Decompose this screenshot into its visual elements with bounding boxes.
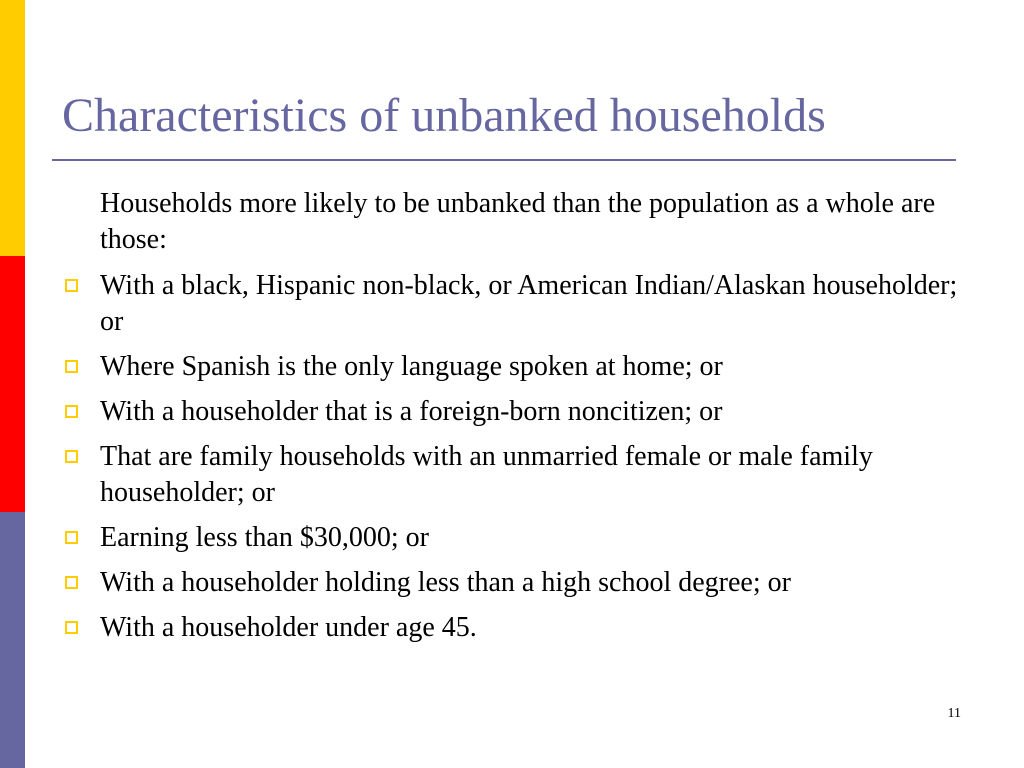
bullet-text: With a householder under age 45. bbox=[100, 612, 477, 643]
sidebar-yellow-band bbox=[0, 0, 25, 256]
sidebar-blue-band bbox=[0, 512, 25, 768]
square-bullet-icon bbox=[65, 531, 78, 544]
list-item bbox=[62, 520, 962, 556]
list-item bbox=[62, 439, 962, 511]
square-bullet-icon bbox=[65, 405, 78, 418]
bullet-text: With a black, Hispanic non-black, or American Indian/Alaskan householder; or bbox=[100, 270, 958, 337]
bullet-text: Earning less than $30,000; or bbox=[100, 522, 429, 553]
bullet-text: That are family households with an unmarried female or male family householder; or bbox=[100, 441, 873, 508]
slide-title: Characteristics of unbanked households bbox=[62, 89, 826, 142]
intro-text: Households more likely to be unbanked than the population as a whole are those: bbox=[100, 188, 936, 255]
bullet-list bbox=[62, 268, 962, 655]
bullet-text: With a householder that is a foreign-born noncitizen; or bbox=[100, 396, 723, 427]
bullet-text: With a householder holding less than a high school degree; or bbox=[100, 567, 791, 598]
square-bullet-icon bbox=[65, 576, 78, 589]
square-bullet-icon bbox=[65, 279, 78, 292]
square-bullet-icon bbox=[65, 621, 78, 634]
list-item bbox=[62, 394, 962, 430]
page-number: 11 bbox=[947, 706, 961, 721]
bullet-text: Where Spanish is the only language spoken at home; or bbox=[100, 351, 723, 382]
list-item bbox=[62, 349, 962, 385]
list-item bbox=[62, 565, 962, 601]
square-bullet-icon bbox=[65, 360, 78, 373]
list-item bbox=[62, 268, 962, 340]
list-item bbox=[62, 610, 962, 646]
square-bullet-icon bbox=[65, 450, 78, 463]
title-divider bbox=[52, 159, 956, 161]
sidebar-red-band bbox=[0, 256, 25, 512]
